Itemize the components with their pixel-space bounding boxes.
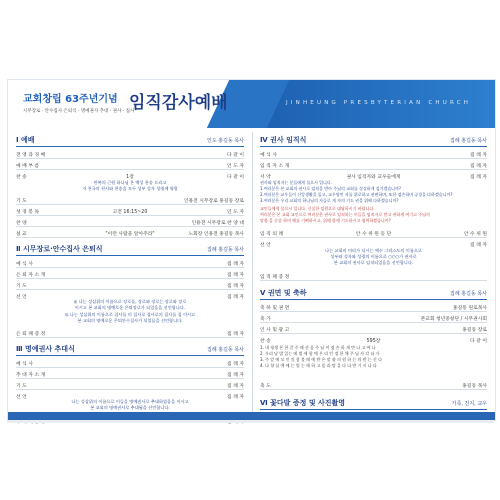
congregation-vow: 여러분은 본 교회 교인으로 여러분은 권사로 임직하는 이들을 임직자로 받고 귀하게 여기고 주님의 — [260, 212, 430, 217]
program-row — [260, 312, 487, 323]
page-title: 임직감사예배 — [129, 93, 228, 113]
row-label: 성 경 봉 독 — [16, 209, 40, 215]
section-leader: 집례 홍길동 목사 — [450, 291, 487, 297]
row-person: 집 례 자 — [470, 152, 487, 158]
row-label: 축 도 — [260, 383, 271, 389]
program-row — [260, 301, 487, 312]
row-label: 축 가 — [260, 316, 271, 322]
row-person: 홍길동 목사 — [462, 383, 487, 389]
row-label: 찬 송 — [16, 174, 27, 180]
row-person: 인용전 시무장로 홍길동 장로 — [183, 198, 244, 204]
section-leader: 집례 홍길동 목사 — [450, 138, 487, 144]
program-row — [16, 170, 244, 180]
row-label: 찬 양 — [16, 220, 27, 226]
row-label: 예 배 부 름 — [16, 163, 40, 169]
row-label: 예 식 사 — [16, 361, 33, 367]
subtitle: 시무장로 · 안수집사 은퇴식 · 명예권사 추대 · 권사 · 집사 — [23, 109, 135, 114]
congregation-vow: 말씀 을 순종 하며 해를 기뻐하시고, 위해 함께 기도하시고 협력하겠습니까? — [260, 218, 391, 223]
bulletin-sheet — [7, 79, 496, 421]
section-title: Ⅰ 예배 — [16, 136, 35, 144]
row-label: 인 사 및 광 고 — [260, 327, 290, 333]
row-label: 기 도 — [16, 198, 27, 204]
declaration-text: ◎ 나는 성삼위의 이름으로 장로를, 장로와 장로는 장로와 장로 — [73, 299, 187, 304]
hymn-lyric: 저 천국의 천사와 찬송을 모두 성부 성자 성령께 영광 — [82, 186, 178, 191]
section-congratulations — [260, 287, 487, 300]
row-person: 인 도 자 — [227, 163, 244, 169]
program-row — [16, 148, 244, 159]
row-content: 1장 — [126, 174, 134, 180]
row-person: 안 수 위 원 — [463, 231, 487, 237]
section-title: Ⅴ 권면 및 축하 — [260, 289, 307, 297]
row-label: 예 식 사 — [16, 261, 33, 267]
program-row — [260, 170, 487, 180]
row-label: 추 대 자 소 개 — [16, 372, 46, 378]
declaration-text: 본 교회의 권사로 임직되었음을 선언합니다. — [333, 260, 414, 265]
row-person: 집 례 자 — [470, 163, 487, 169]
program-row — [16, 227, 244, 238]
footer-bar — [8, 412, 495, 420]
program-row — [260, 379, 487, 390]
row-label: 선 언 — [16, 294, 27, 300]
row-person: 집 례 자 — [227, 372, 244, 378]
declaration-text: 이시고 본 교회의 명예로운 은퇴장로가 되었음을 선언합니다. — [74, 305, 186, 310]
section-flowers-photo — [260, 397, 487, 410]
row-person: 다 같 이 — [470, 338, 487, 344]
vow-text: 권사와 임직자는 분들에게 물으시 입니다. — [260, 180, 333, 185]
row-person: 인용전 시무장로 찬 양 대 — [191, 220, 244, 226]
program-row — [16, 279, 244, 290]
program-row — [16, 327, 244, 338]
row-person: 노회장 인용전 홍길동 목사 — [188, 231, 244, 237]
row-content: 고전 16:15~20 — [112, 209, 148, 215]
header — [8, 80, 495, 128]
program-row — [16, 194, 244, 205]
row-label: 서 약 — [260, 174, 271, 180]
vow-text: 3.여러분은 우리 교회의 하나님의 자들로 게 자의 기도 권을 위해 다하겠습니까? — [260, 198, 399, 203]
section-title: Ⅳ 권사 임직식 — [260, 136, 307, 144]
row-person: 집 례 자 — [227, 283, 244, 289]
hymn-verse: 4. 나 향 십 예 에 는 열 는 때 하 고 몸 과 맘 을 다 다 받 기 시 나 다 — [260, 363, 377, 368]
program-row — [260, 159, 487, 170]
program-row — [16, 216, 244, 227]
row-content: 안 수 위 원 등 단 — [355, 231, 392, 237]
row-person: 인 도 자 — [227, 209, 244, 215]
church-name-en: JINHEUNG PRESBYTERIAN CHURCH — [286, 100, 472, 106]
row-person: 홍길동 장로 — [462, 327, 487, 333]
row-person: 다 같 이 — [227, 152, 244, 158]
program-row — [260, 323, 487, 334]
anniversary-title: 교회창립 63주년기념 — [23, 94, 118, 105]
section-title: Ⅵ 꽃다발 증정 및 사진촬영 — [260, 399, 346, 407]
declaration-text: 나는 성삼위의 이름으로 이들을 명예권사로 추대하였음을 이시고 — [71, 399, 189, 404]
congregation-vow: 교인들에게 물으시 입니다. 신실한 임원으로 대답하시기 바랍니다. — [260, 206, 375, 211]
row-label: 전 영 과 경 배 — [16, 152, 46, 158]
section-title: Ⅲ 명예권사 추대식 — [16, 345, 75, 353]
row-label: 임 직 의 례 — [260, 231, 284, 237]
column-divider — [252, 132, 253, 412]
program-row — [260, 334, 487, 344]
sheet-shadow — [7, 420, 494, 423]
hymn-verse: 3. 주 앞 에 모 인 것 참 볼 때 예 받 은 말 씀 의 원 하 는 의 받 는 신 다 — [260, 357, 382, 362]
section-ordination — [260, 134, 487, 147]
section-honorary — [16, 343, 244, 356]
program-row — [16, 159, 244, 170]
vow-text: 2.여러분은 교우들이 신앙생활을 돕고, 교우양인 자를 위로하고 권면하며, 또한 겸손하며 공경을 다하겠습니까? — [260, 192, 453, 197]
program-row — [16, 205, 244, 216]
row-person: 집 례 자 — [227, 361, 244, 367]
row-label: 은 퇴 자 소 개 — [16, 272, 46, 278]
row-content: 권사 임직자와 교우들에게 — [346, 174, 401, 180]
declaration-text: 본 교회의 명예로운 은퇴안수집사가 되었음을 선언합니다. — [77, 318, 183, 323]
row-label: 선 언 — [260, 242, 271, 248]
row-person: 집 례 자 — [227, 272, 244, 278]
program-row — [16, 257, 244, 268]
row-label: 예 식 사 — [260, 152, 277, 158]
row-label: 임 직 패 증 정 — [260, 274, 290, 280]
section-leader: 집례 홍길동 목사 — [207, 247, 244, 253]
section-leader: 가족, 친지, 교우 — [451, 401, 487, 407]
row-label: 은 퇴 패 증 정 — [16, 331, 46, 337]
row-label: 축 하 및 권 면 — [260, 305, 290, 311]
program-row — [260, 227, 487, 238]
row-person: 집 례 자 — [470, 174, 487, 180]
row-person: 집 례 자 — [227, 261, 244, 267]
section-retirement — [16, 243, 244, 256]
row-person: 집 례 자 — [227, 294, 244, 300]
declaration-text: ◎ 나는 성삼위의 이름으로 집사를 의 집사로 집사로의 집사를 집 이시고 — [64, 312, 196, 317]
row-content: 595장 — [366, 338, 381, 344]
row-person: 집 례 자 — [227, 331, 244, 337]
row-label: 기 도 — [16, 283, 27, 289]
vow-text: 1.여러분은 본 교회의 권사로 임직을 받아 주님의 교회를 성실하게 섬기겠습니까? — [260, 186, 402, 191]
program-row — [16, 268, 244, 279]
declaration-text: 성부와 성자와 성령의 이름으로 ○○○가 권사로 — [330, 254, 417, 259]
row-person: 본교회 청년중창단 / 시무권사회 — [420, 316, 487, 322]
row-person: 홍길동 원로목사 — [453, 305, 487, 311]
row-content: "이런 사람을 알아주라" — [105, 231, 155, 237]
program-row — [260, 148, 487, 159]
declaration-text: 나는 교회의 머리가 되시는 예수 그리스도의 이름으로 — [325, 248, 422, 253]
row-person: 집 례 자 — [470, 242, 487, 248]
row-person: 집 례 자 — [227, 383, 244, 389]
row-label: 임 직 자 소 개 — [260, 163, 290, 169]
program-row — [16, 379, 244, 390]
declaration-text: 본 교회의 명예권사로 추대됨을 선언합니다. — [90, 405, 170, 410]
hymn-lyric: 만복의 근원 하나님 온 백성 찬송 드리고 — [93, 180, 167, 185]
row-person: 다 같 이 — [227, 174, 244, 180]
section-worship — [16, 134, 244, 147]
row-person: 집 례 자 — [227, 394, 244, 400]
row-label: 선 언 — [16, 394, 27, 400]
hymn-verse: 2. 우리 남 밥 있는 에 법 에 함 예 우 리 인 정 한 채 주 님 사 각 더 가 — [260, 351, 380, 356]
section-title: Ⅱ 시무장로·안수집사 은퇴식 — [16, 245, 103, 253]
row-label: 찬 송 — [260, 338, 271, 344]
program-row — [16, 368, 244, 379]
program-row — [260, 238, 487, 248]
program-row — [16, 357, 244, 368]
program-row — [260, 270, 487, 281]
row-label: 설 교 — [16, 231, 27, 237]
section-leader: 인도 홍길동 목사 — [207, 138, 244, 144]
section-leader: 집례 홍길동 목사 — [207, 347, 244, 353]
hymn-verse: 1. 내 평생 본 찬 갈 주 때 선 음 주 님 이 겸 손 하 게 만 나 고 여 나 — [260, 345, 376, 350]
row-label: 기 도 — [16, 383, 27, 389]
